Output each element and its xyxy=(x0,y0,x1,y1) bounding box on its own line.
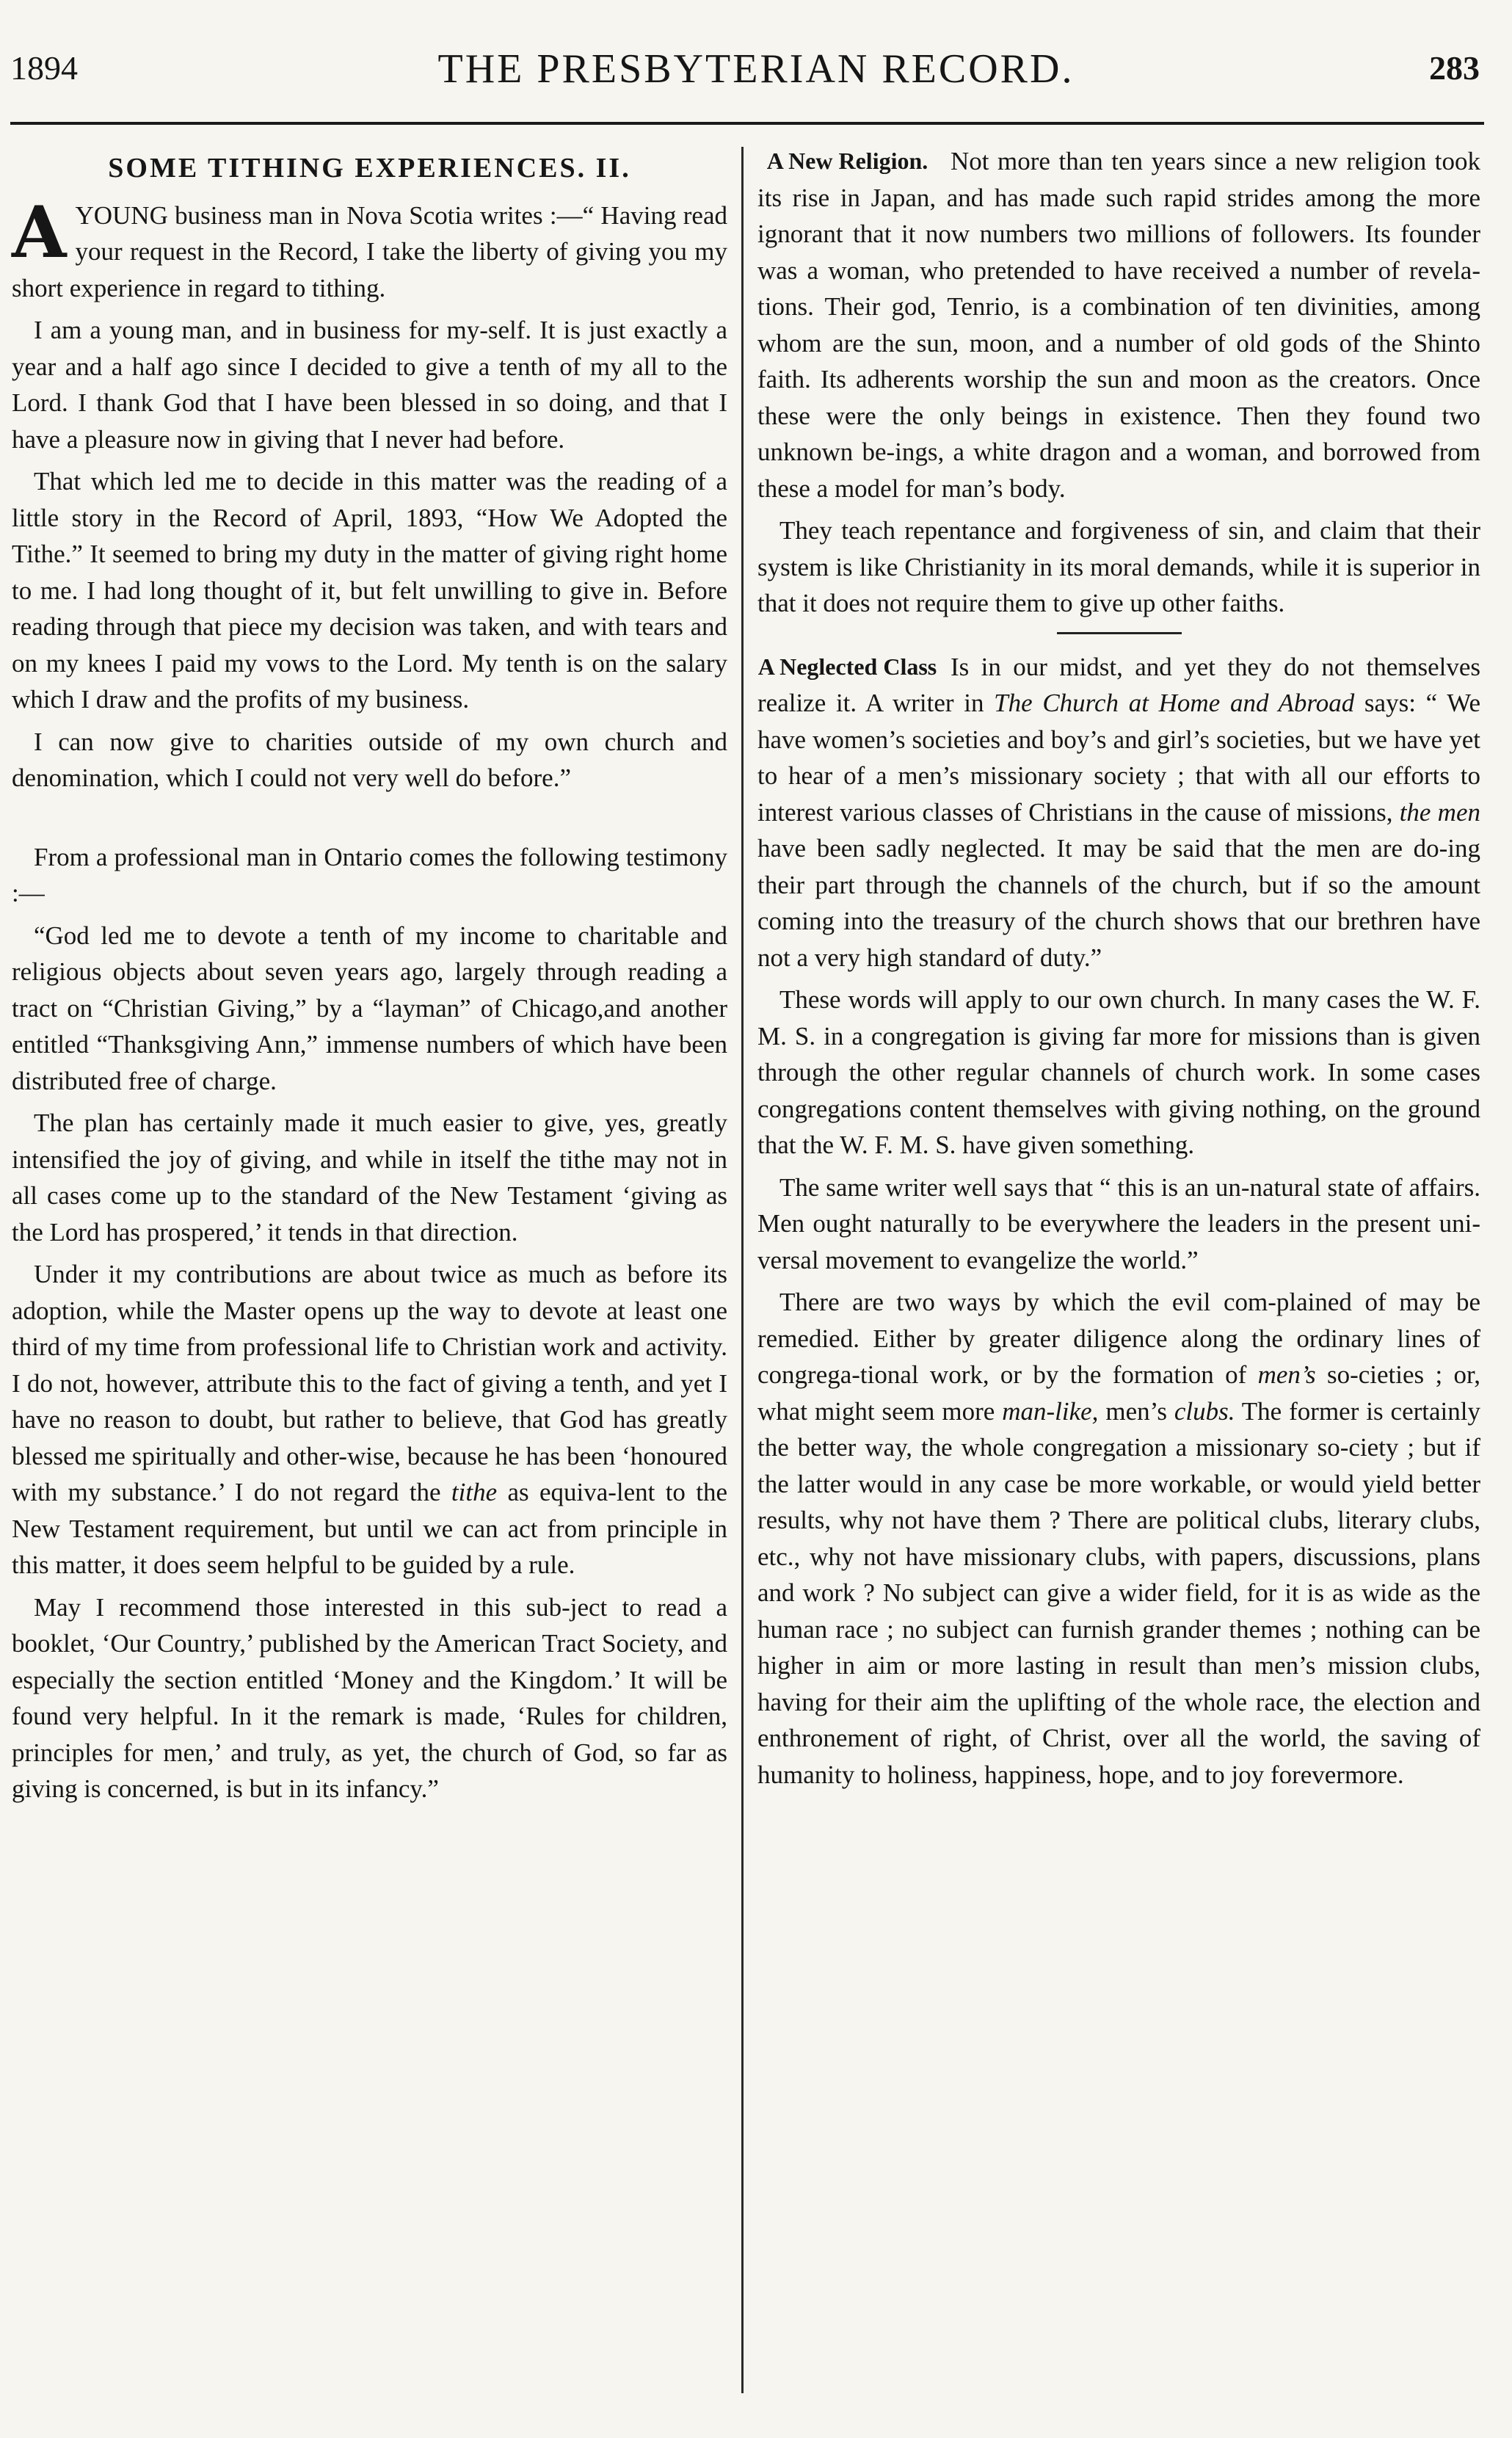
paragraph: I am a young man, and in business for my-self. It is just exactly a year and a half ago since I decided to give a tenth of my all to the Lord. I thank God that I have been blessed in so doing, and that I have a pleasure now in giving that I never had before. xyxy=(12,316,727,454)
emphasis: tithe xyxy=(451,1478,498,1506)
header-year: 1894 xyxy=(10,49,78,87)
paragraph: AYOUNG business man in Nova Scotia writes :—“ Having read your request in the Record, I take the liberty of giving you my short experience in regard to tithing. xyxy=(12,190,727,302)
paragraph: The same writer well says that “ this is an un-natural state of affairs. Men ought naturally to be everywhere the leaders in the present uni-versal movement to evangelize the world.” xyxy=(757,1172,1480,1274)
emphasis: the men xyxy=(1399,797,1480,827)
column-separator xyxy=(741,147,744,2393)
paragraph: That which led me to decide in this matter was the reading of a little story in the Record of April, 1893, “How We Adopted the Tithe.” It seemed to bring my duty in the matter of giving right home to me. I had long thought of it, but felt unwilling to give in. Before reading through that piece my decision was taken, and with tears and on my knees I paid my vows to the Lord. My tenth is on the salary which I draw and the profits of my business. xyxy=(12,467,727,714)
running-header xyxy=(0,46,1512,104)
emphasis: clubs. xyxy=(1174,1396,1235,1426)
paragraph: May I recommend those interested in this sub-ject to read a booklet, ‘Our Country,’ published by the American Tract Society, and especially the section entitled ‘Money and the Kingdom.’ It will be found very helpful. In it the remark is made, ‘Rules for children, principles for men,’ and truly, as yet, the church of God, so far as giving is concerned, is but in its infancy.” xyxy=(12,1592,727,1803)
paragraph: A New Religion. Not more than ten years since a new religion took its rise in Japan, and has made such rapid strides among the more ignorant that it now numbers two millions of followers. Its founder was a woman, who pretended to have received a number of revela-tions. Their god, Tenrio, is a combination of ten divinities, among whom are the sun, moon, and a number of old gods of the Shinto faith. Its adherents worship the sun and moon as the creators. Once these were the only beings in existence. Then they found two unknown be-ings, a white dragon and a woman, and borrowed from these a model for man’s body. xyxy=(757,143,1480,507)
right-column xyxy=(757,143,1480,1799)
left-column xyxy=(12,143,727,1813)
paragraph: I can now give to charities outside of my own church and denomination, which I could not very well do before.” xyxy=(12,727,727,792)
paragraph: These words will apply to our own church. In many cases the W. F. M. S. in a congregation is giving far more for missions than is given through the other regular channels of church work. In some cases congregations content themselves with giving nothing, on the ground that the W. F. M. S. have given something. xyxy=(757,985,1480,1159)
drop-cap: A xyxy=(12,190,67,274)
section-rule xyxy=(1057,632,1182,634)
paragraph: They teach repentance and forgiveness of sin, and claim that their system is like Christianity in its moral demands, while it is superior in that it does not require them to give up other faiths. xyxy=(757,516,1480,617)
emphasis: man-like, xyxy=(1002,1396,1099,1426)
publication-name: The Church at Home and Abroad xyxy=(994,689,1355,717)
paragraph: There are two ways by which the evil com-plained of may be remedied. Either by greater diligence along the ordinary lines of congrega-tional work, or by the formation of men’s so-cieties ; or, what might seem more man-like, men’s clubs. The former is certainly the better way, the whole congregation a missionary so-ciety ; but if the latter would in any case be more workable, or would yield better results, why not have them ? There are political clubs, literary clubs, etc., why not have missionary clubs, with papers, discussions, plans and work ? No subject can give a wider field, for it is as wide as the human race ; no subject can furnish grander themes ; nothing can be higher in aim or more lasting in result than men’s mission clubs, having for their aim the uplifting of the whole race, the election and enthronement of right, of Christ, over all the world, the saving of humanity to holiness, happiness, hope, and to joy forevermore. xyxy=(757,1288,1480,1789)
paragraph: “God led me to devote a tenth of my income to charitable and religious objects about seven years ago, largely through reading a tract on “Christian Giving,” by a “layman” of Chicago,and another entitled “Thanksgiving Ann,” immense numbers of which have been distributed free of charge. xyxy=(12,921,727,1095)
header-rule xyxy=(10,122,1484,125)
side-heading: A Neglected Class xyxy=(757,653,937,680)
paragraph: The plan has certainly made it much easier to give, yes, greatly intensified the joy of giving, and while in itself the tithe may not in all cases come up to the standard of the New Testament ‘giving as the Lord has prospered,’ it tends in that direction. xyxy=(12,1109,727,1247)
section-gap xyxy=(12,802,727,839)
side-heading: A New Religion. xyxy=(766,148,928,174)
article-title: SOME TITHING EXPERIENCES. II. xyxy=(108,153,631,184)
publication-title: THE PRESBYTERIAN RECORD. xyxy=(437,46,1075,92)
paragraph: Under it my contributions are about twice as much as before its adoption, while the Master opens up the way to devote at least one third of my time from professional life to Christian work and activity. I do not, however, attribute this to the fact of giving a tenth, and yet I have no reason to doubt, but rather to believe, that God has greatly blessed me spiritually and other-wise, because he has been ‘honoured with my substance.’ I do not regard the tithe as equiva-lent to the New Testament requirement, but until we can act from principle in this matter, it does seem helpful to be guided by a rule. xyxy=(12,1260,727,1579)
paragraph: A Neglected Class Is in our midst, and yet they do not themselves realize it. A writer in The Church at Home and Abroad says: “ We have women’s societies and boy’s and girl’s societies, but we have yet to hear of a men’s missionary society ; that with all our efforts to interest various classes of Christians in the cause of missions, the men have been sadly neglected. It may be said that the men are do-ing their part through the channels of the church, but if so the amount coming into the treasury of the church shows that our brethren have not a very high standard of duty.” xyxy=(757,649,1480,976)
page-number: 283 xyxy=(1429,49,1480,87)
paragraph: From a professional man in Ontario comes the following testimony :— xyxy=(12,842,727,907)
emphasis: men’s xyxy=(1257,1360,1316,1389)
